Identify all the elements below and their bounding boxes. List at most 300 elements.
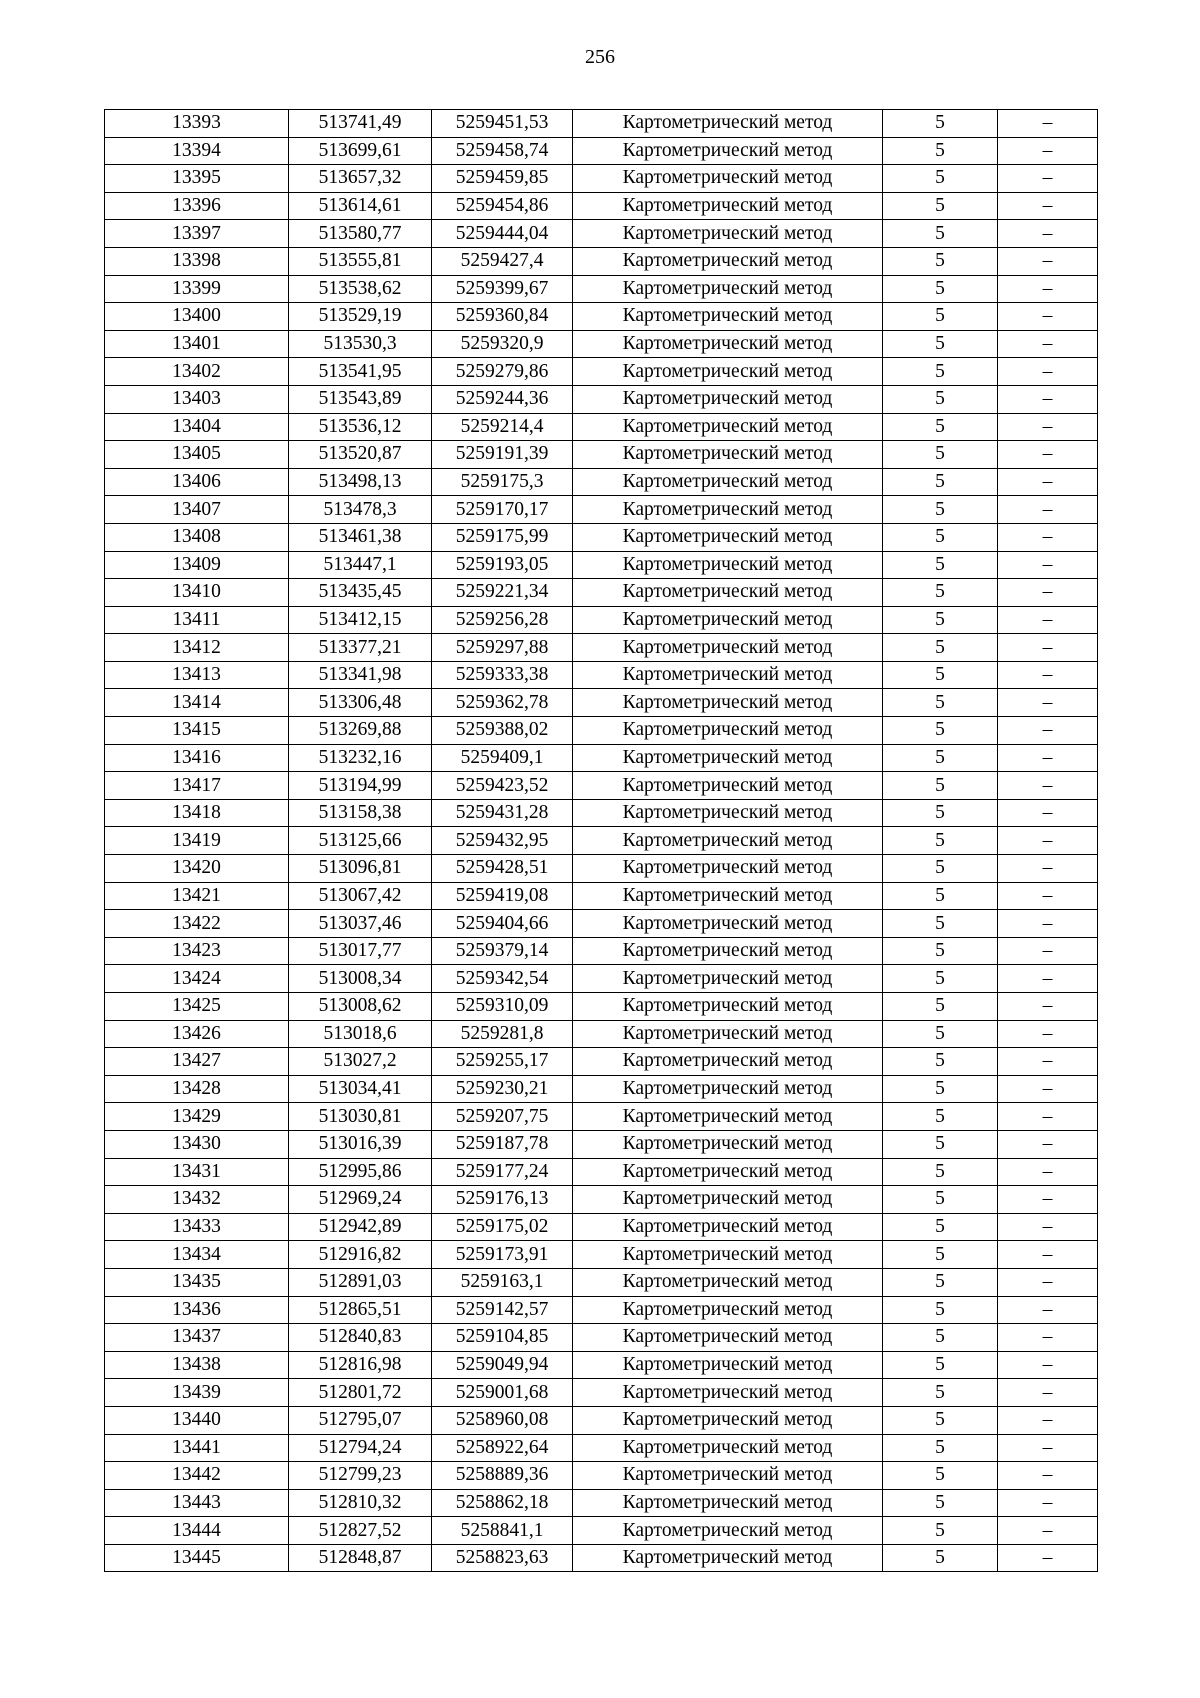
y-coordinate-cell: 5259362,78 — [432, 689, 573, 717]
method-cell: Картометрический метод — [573, 551, 883, 579]
method-cell: Картометрический метод — [573, 1489, 883, 1517]
note-cell: – — [998, 1324, 1098, 1352]
method-cell: Картометрический метод — [573, 1296, 883, 1324]
method-cell: Картометрический метод — [573, 1544, 883, 1572]
x-coordinate-cell: 513447,1 — [289, 551, 432, 579]
y-coordinate-cell: 5259458,74 — [432, 137, 573, 165]
note-cell: – — [998, 1544, 1098, 1572]
point-number-cell: 13423 — [105, 937, 289, 965]
x-coordinate-cell: 513699,61 — [289, 137, 432, 165]
method-cell: Картометрический метод — [573, 910, 883, 938]
table-row — [105, 882, 1098, 910]
table-row — [105, 330, 1098, 358]
y-coordinate-cell: 5259431,28 — [432, 799, 573, 827]
note-cell: – — [998, 1406, 1098, 1434]
x-coordinate-cell: 513412,15 — [289, 606, 432, 634]
table-row — [105, 772, 1098, 800]
accuracy-cell: 5 — [883, 1517, 998, 1545]
y-coordinate-cell: 5259256,28 — [432, 606, 573, 634]
note-cell: – — [998, 330, 1098, 358]
table-row — [105, 1406, 1098, 1434]
y-coordinate-cell: 5258862,18 — [432, 1489, 573, 1517]
table-row — [105, 137, 1098, 165]
note-cell: – — [998, 303, 1098, 331]
note-cell: – — [998, 413, 1098, 441]
accuracy-cell: 5 — [883, 385, 998, 413]
point-number-cell: 13416 — [105, 744, 289, 772]
table-row — [105, 1351, 1098, 1379]
method-cell: Картометрический метод — [573, 192, 883, 220]
note-cell: – — [998, 937, 1098, 965]
x-coordinate-cell: 512916,82 — [289, 1241, 432, 1269]
table-row — [105, 799, 1098, 827]
accuracy-cell: 5 — [883, 772, 998, 800]
y-coordinate-cell: 5259001,68 — [432, 1379, 573, 1407]
point-number-cell: 13417 — [105, 772, 289, 800]
accuracy-cell: 5 — [883, 468, 998, 496]
point-number-cell: 13393 — [105, 110, 289, 138]
table-row — [105, 579, 1098, 607]
table-row — [105, 1324, 1098, 1352]
y-coordinate-cell: 5259104,85 — [432, 1324, 573, 1352]
accuracy-cell: 5 — [883, 717, 998, 745]
y-coordinate-cell: 5259297,88 — [432, 634, 573, 662]
note-cell: – — [998, 1213, 1098, 1241]
accuracy-cell: 5 — [883, 330, 998, 358]
accuracy-cell: 5 — [883, 606, 998, 634]
accuracy-cell: 5 — [883, 1130, 998, 1158]
y-coordinate-cell: 5259454,86 — [432, 192, 573, 220]
table-row — [105, 1048, 1098, 1076]
y-coordinate-cell: 5259281,8 — [432, 1020, 573, 1048]
accuracy-cell: 5 — [883, 1158, 998, 1186]
accuracy-cell: 5 — [883, 937, 998, 965]
table-row — [105, 937, 1098, 965]
point-number-cell: 13427 — [105, 1048, 289, 1076]
x-coordinate-cell: 513377,21 — [289, 634, 432, 662]
x-coordinate-cell: 512995,86 — [289, 1158, 432, 1186]
point-number-cell: 13433 — [105, 1213, 289, 1241]
accuracy-cell: 5 — [883, 1544, 998, 1572]
accuracy-cell: 5 — [883, 1379, 998, 1407]
accuracy-cell: 5 — [883, 413, 998, 441]
x-coordinate-cell: 512794,24 — [289, 1434, 432, 1462]
accuracy-cell: 5 — [883, 1434, 998, 1462]
note-cell: – — [998, 1241, 1098, 1269]
table-row — [105, 1158, 1098, 1186]
y-coordinate-cell: 5259214,4 — [432, 413, 573, 441]
accuracy-cell: 5 — [883, 1048, 998, 1076]
method-cell: Картометрический метод — [573, 110, 883, 138]
method-cell: Картометрический метод — [573, 855, 883, 883]
y-coordinate-cell: 5259221,34 — [432, 579, 573, 607]
method-cell: Картометрический метод — [573, 165, 883, 193]
note-cell: – — [998, 1434, 1098, 1462]
method-cell: Картометрический метод — [573, 661, 883, 689]
method-cell: Картометрический метод — [573, 744, 883, 772]
method-cell: Картометрический метод — [573, 799, 883, 827]
y-coordinate-cell: 5259388,02 — [432, 717, 573, 745]
method-cell: Картометрический метод — [573, 1103, 883, 1131]
note-cell: – — [998, 220, 1098, 248]
accuracy-cell: 5 — [883, 1075, 998, 1103]
accuracy-cell: 5 — [883, 1241, 998, 1269]
point-number-cell: 13444 — [105, 1517, 289, 1545]
accuracy-cell: 5 — [883, 1489, 998, 1517]
note-cell: – — [998, 1268, 1098, 1296]
table-row — [105, 413, 1098, 441]
method-cell: Картометрический метод — [573, 247, 883, 275]
y-coordinate-cell: 5259444,04 — [432, 220, 573, 248]
y-coordinate-cell: 5259432,95 — [432, 827, 573, 855]
note-cell: – — [998, 827, 1098, 855]
table-row — [105, 441, 1098, 469]
point-number-cell: 13394 — [105, 137, 289, 165]
point-number-cell: 13415 — [105, 717, 289, 745]
method-cell: Картометрический метод — [573, 330, 883, 358]
y-coordinate-cell: 5259191,39 — [432, 441, 573, 469]
note-cell: – — [998, 1158, 1098, 1186]
note-cell: – — [998, 910, 1098, 938]
x-coordinate-cell: 512816,98 — [289, 1351, 432, 1379]
x-coordinate-cell: 513037,46 — [289, 910, 432, 938]
accuracy-cell: 5 — [883, 220, 998, 248]
y-coordinate-cell: 5259419,08 — [432, 882, 573, 910]
method-cell: Картометрический метод — [573, 523, 883, 551]
table-row — [105, 1296, 1098, 1324]
x-coordinate-cell: 513018,6 — [289, 1020, 432, 1048]
x-coordinate-cell: 513461,38 — [289, 523, 432, 551]
accuracy-cell: 5 — [883, 744, 998, 772]
note-cell: – — [998, 385, 1098, 413]
note-cell: – — [998, 1020, 1098, 1048]
note-cell: – — [998, 358, 1098, 386]
coordinates-table — [104, 109, 1098, 1572]
method-cell: Картометрический метод — [573, 606, 883, 634]
x-coordinate-cell: 513580,77 — [289, 220, 432, 248]
y-coordinate-cell: 5259175,02 — [432, 1213, 573, 1241]
page-number: 256 — [585, 46, 615, 68]
method-cell: Картометрический метод — [573, 441, 883, 469]
x-coordinate-cell: 513034,41 — [289, 1075, 432, 1103]
accuracy-cell: 5 — [883, 1406, 998, 1434]
table-row — [105, 220, 1098, 248]
point-number-cell: 13409 — [105, 551, 289, 579]
y-coordinate-cell: 5259428,51 — [432, 855, 573, 883]
accuracy-cell: 5 — [883, 855, 998, 883]
point-number-cell: 13405 — [105, 441, 289, 469]
point-number-cell: 13431 — [105, 1158, 289, 1186]
x-coordinate-cell: 513067,42 — [289, 882, 432, 910]
table-row — [105, 1517, 1098, 1545]
point-number-cell: 13429 — [105, 1103, 289, 1131]
method-cell: Картометрический метод — [573, 303, 883, 331]
method-cell: Картометрический метод — [573, 1268, 883, 1296]
y-coordinate-cell: 5259170,17 — [432, 496, 573, 524]
y-coordinate-cell: 5259333,38 — [432, 661, 573, 689]
point-number-cell: 13441 — [105, 1434, 289, 1462]
table-row — [105, 1268, 1098, 1296]
table-row — [105, 661, 1098, 689]
accuracy-cell: 5 — [883, 192, 998, 220]
accuracy-cell: 5 — [883, 165, 998, 193]
y-coordinate-cell: 5259255,17 — [432, 1048, 573, 1076]
point-number-cell: 13398 — [105, 247, 289, 275]
table-row — [105, 275, 1098, 303]
x-coordinate-cell: 512810,32 — [289, 1489, 432, 1517]
note-cell: – — [998, 661, 1098, 689]
accuracy-cell: 5 — [883, 1020, 998, 1048]
point-number-cell: 13397 — [105, 220, 289, 248]
accuracy-cell: 5 — [883, 247, 998, 275]
point-number-cell: 13424 — [105, 965, 289, 993]
point-number-cell: 13430 — [105, 1130, 289, 1158]
x-coordinate-cell: 513194,99 — [289, 772, 432, 800]
method-cell: Картометрический метод — [573, 1434, 883, 1462]
point-number-cell: 13402 — [105, 358, 289, 386]
accuracy-cell: 5 — [883, 1103, 998, 1131]
method-cell: Картометрический метод — [573, 634, 883, 662]
method-cell: Картометрический метод — [573, 1462, 883, 1490]
point-number-cell: 13404 — [105, 413, 289, 441]
table-row — [105, 165, 1098, 193]
method-cell: Картометрический метод — [573, 1517, 883, 1545]
x-coordinate-cell: 513498,13 — [289, 468, 432, 496]
x-coordinate-cell: 513536,12 — [289, 413, 432, 441]
point-number-cell: 13396 — [105, 192, 289, 220]
point-number-cell: 13426 — [105, 1020, 289, 1048]
x-coordinate-cell: 513306,48 — [289, 689, 432, 717]
y-coordinate-cell: 5259176,13 — [432, 1186, 573, 1214]
note-cell: – — [998, 441, 1098, 469]
point-number-cell: 13419 — [105, 827, 289, 855]
point-number-cell: 13443 — [105, 1489, 289, 1517]
y-coordinate-cell: 5259379,14 — [432, 937, 573, 965]
table-row — [105, 744, 1098, 772]
accuracy-cell: 5 — [883, 965, 998, 993]
accuracy-cell: 5 — [883, 661, 998, 689]
note-cell: – — [998, 799, 1098, 827]
method-cell: Картометрический метод — [573, 1213, 883, 1241]
accuracy-cell: 5 — [883, 303, 998, 331]
x-coordinate-cell: 512840,83 — [289, 1324, 432, 1352]
x-coordinate-cell: 512865,51 — [289, 1296, 432, 1324]
method-cell: Картометрический метод — [573, 1186, 883, 1214]
x-coordinate-cell: 513538,62 — [289, 275, 432, 303]
table-row — [105, 1186, 1098, 1214]
note-cell: – — [998, 993, 1098, 1021]
note-cell: – — [998, 634, 1098, 662]
note-cell: – — [998, 1489, 1098, 1517]
y-coordinate-cell: 5259187,78 — [432, 1130, 573, 1158]
point-number-cell: 13438 — [105, 1351, 289, 1379]
method-cell: Картометрический метод — [573, 937, 883, 965]
x-coordinate-cell: 513030,81 — [289, 1103, 432, 1131]
table-row — [105, 303, 1098, 331]
x-coordinate-cell: 513125,66 — [289, 827, 432, 855]
accuracy-cell: 5 — [883, 910, 998, 938]
point-number-cell: 13440 — [105, 1406, 289, 1434]
point-number-cell: 13401 — [105, 330, 289, 358]
accuracy-cell: 5 — [883, 634, 998, 662]
x-coordinate-cell: 512848,87 — [289, 1544, 432, 1572]
x-coordinate-cell: 513016,39 — [289, 1130, 432, 1158]
x-coordinate-cell: 513027,2 — [289, 1048, 432, 1076]
method-cell: Картометрический метод — [573, 1379, 883, 1407]
method-cell: Картометрический метод — [573, 717, 883, 745]
x-coordinate-cell: 512969,24 — [289, 1186, 432, 1214]
point-number-cell: 13412 — [105, 634, 289, 662]
x-coordinate-cell: 512891,03 — [289, 1268, 432, 1296]
point-number-cell: 13437 — [105, 1324, 289, 1352]
point-number-cell: 13432 — [105, 1186, 289, 1214]
table-row — [105, 1213, 1098, 1241]
note-cell: – — [998, 1130, 1098, 1158]
y-coordinate-cell: 5259207,75 — [432, 1103, 573, 1131]
accuracy-cell: 5 — [883, 1351, 998, 1379]
note-cell: – — [998, 882, 1098, 910]
x-coordinate-cell: 513096,81 — [289, 855, 432, 883]
y-coordinate-cell: 5259230,21 — [432, 1075, 573, 1103]
note-cell: – — [998, 606, 1098, 634]
method-cell: Картометрический метод — [573, 137, 883, 165]
point-number-cell: 13439 — [105, 1379, 289, 1407]
y-coordinate-cell: 5259310,09 — [432, 993, 573, 1021]
method-cell: Картометрический метод — [573, 689, 883, 717]
point-number-cell: 13403 — [105, 385, 289, 413]
x-coordinate-cell: 512799,23 — [289, 1462, 432, 1490]
accuracy-cell: 5 — [883, 358, 998, 386]
point-number-cell: 13407 — [105, 496, 289, 524]
method-cell: Картометрический метод — [573, 413, 883, 441]
point-number-cell: 13425 — [105, 993, 289, 1021]
note-cell: – — [998, 1048, 1098, 1076]
table-row — [105, 689, 1098, 717]
y-coordinate-cell: 5259360,84 — [432, 303, 573, 331]
note-cell: – — [998, 579, 1098, 607]
method-cell: Картометрический метод — [573, 882, 883, 910]
x-coordinate-cell: 513530,3 — [289, 330, 432, 358]
table-row — [105, 496, 1098, 524]
table-row — [105, 1130, 1098, 1158]
note-cell: – — [998, 247, 1098, 275]
note-cell: – — [998, 110, 1098, 138]
table-row — [105, 192, 1098, 220]
method-cell: Картометрический метод — [573, 1130, 883, 1158]
x-coordinate-cell: 513555,81 — [289, 247, 432, 275]
accuracy-cell: 5 — [883, 110, 998, 138]
y-coordinate-cell: 5259177,24 — [432, 1158, 573, 1186]
note-cell: – — [998, 165, 1098, 193]
table-row — [105, 1544, 1098, 1572]
y-coordinate-cell: 5259175,99 — [432, 523, 573, 551]
note-cell: – — [998, 1075, 1098, 1103]
method-cell: Картометрический метод — [573, 358, 883, 386]
note-cell: – — [998, 1462, 1098, 1490]
x-coordinate-cell: 513529,19 — [289, 303, 432, 331]
table-row — [105, 1241, 1098, 1269]
table-row — [105, 634, 1098, 662]
note-cell: – — [998, 275, 1098, 303]
x-coordinate-cell: 513341,98 — [289, 661, 432, 689]
y-coordinate-cell: 5259399,67 — [432, 275, 573, 303]
x-coordinate-cell: 513741,49 — [289, 110, 432, 138]
accuracy-cell: 5 — [883, 1324, 998, 1352]
table-row — [105, 1489, 1098, 1517]
table-row — [105, 358, 1098, 386]
y-coordinate-cell: 5259427,4 — [432, 247, 573, 275]
point-number-cell: 13400 — [105, 303, 289, 331]
method-cell: Картометрический метод — [573, 1020, 883, 1048]
method-cell: Картометрический метод — [573, 220, 883, 248]
note-cell: – — [998, 551, 1098, 579]
method-cell: Картометрический метод — [573, 1158, 883, 1186]
point-number-cell: 13413 — [105, 661, 289, 689]
note-cell: – — [998, 1517, 1098, 1545]
y-coordinate-cell: 5259193,05 — [432, 551, 573, 579]
table-row — [105, 1379, 1098, 1407]
x-coordinate-cell: 513158,38 — [289, 799, 432, 827]
coordinates-table-body — [105, 110, 1098, 1572]
x-coordinate-cell: 513543,89 — [289, 385, 432, 413]
method-cell: Картометрический метод — [573, 1406, 883, 1434]
accuracy-cell: 5 — [883, 523, 998, 551]
method-cell: Картометрический метод — [573, 1324, 883, 1352]
accuracy-cell: 5 — [883, 882, 998, 910]
x-coordinate-cell: 513232,16 — [289, 744, 432, 772]
note-cell: – — [998, 744, 1098, 772]
note-cell: – — [998, 965, 1098, 993]
accuracy-cell: 5 — [883, 137, 998, 165]
accuracy-cell: 5 — [883, 1462, 998, 1490]
point-number-cell: 13422 — [105, 910, 289, 938]
accuracy-cell: 5 — [883, 275, 998, 303]
accuracy-cell: 5 — [883, 1213, 998, 1241]
table-row — [105, 1434, 1098, 1462]
point-number-cell: 13399 — [105, 275, 289, 303]
accuracy-cell: 5 — [883, 579, 998, 607]
accuracy-cell: 5 — [883, 496, 998, 524]
table-row — [105, 1103, 1098, 1131]
x-coordinate-cell: 513614,61 — [289, 192, 432, 220]
y-coordinate-cell: 5259163,1 — [432, 1268, 573, 1296]
method-cell: Картометрический метод — [573, 496, 883, 524]
y-coordinate-cell: 5259175,3 — [432, 468, 573, 496]
note-cell: – — [998, 496, 1098, 524]
note-cell: – — [998, 855, 1098, 883]
method-cell: Картометрический метод — [573, 1241, 883, 1269]
table-row — [105, 1075, 1098, 1103]
accuracy-cell: 5 — [883, 993, 998, 1021]
point-number-cell: 13435 — [105, 1268, 289, 1296]
table-row — [105, 1462, 1098, 1490]
point-number-cell: 13445 — [105, 1544, 289, 1572]
x-coordinate-cell: 513008,34 — [289, 965, 432, 993]
note-cell: – — [998, 772, 1098, 800]
y-coordinate-cell: 5258960,08 — [432, 1406, 573, 1434]
point-number-cell: 13410 — [105, 579, 289, 607]
table-row — [105, 855, 1098, 883]
table-row — [105, 1020, 1098, 1048]
accuracy-cell: 5 — [883, 441, 998, 469]
note-cell: – — [998, 1296, 1098, 1324]
x-coordinate-cell: 513008,62 — [289, 993, 432, 1021]
x-coordinate-cell: 512801,72 — [289, 1379, 432, 1407]
note-cell: – — [998, 1379, 1098, 1407]
note-cell: – — [998, 689, 1098, 717]
method-cell: Картометрический метод — [573, 468, 883, 496]
x-coordinate-cell: 513520,87 — [289, 441, 432, 469]
